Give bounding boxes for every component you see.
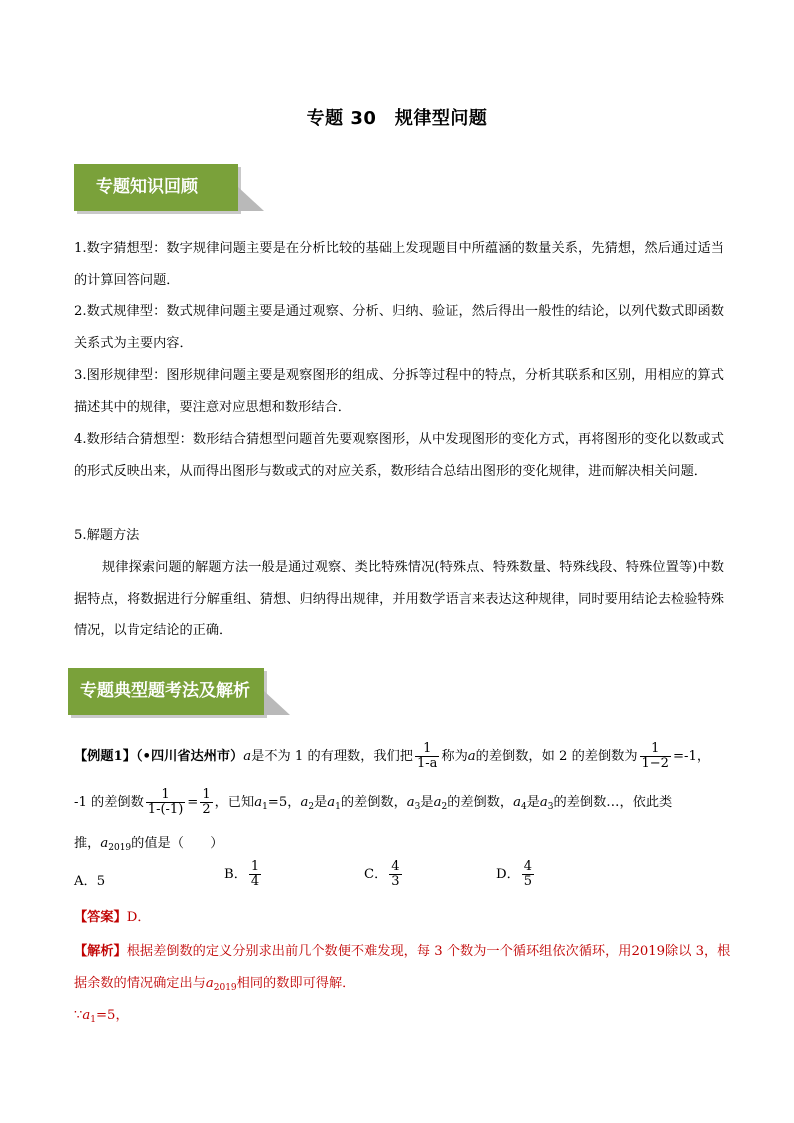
example-text: 的差倒数，如 2 的差倒数为 xyxy=(475,749,638,764)
option-b: B． $\frac{1}{4}$ xyxy=(224,859,260,889)
example-text: = xyxy=(187,795,199,810)
var-a: a xyxy=(467,749,476,764)
example-text: ，已知 xyxy=(214,795,255,810)
fraction: $\frac{1}{1-a}$ xyxy=(417,741,438,771)
example-source: （•四川省达州市） xyxy=(135,749,244,764)
page-title: 专题 30 规律型问题 xyxy=(306,108,488,129)
answer-value: D． xyxy=(126,910,151,925)
answer-line xyxy=(74,906,151,925)
fraction: $\frac{1}{4}$ xyxy=(250,859,260,889)
example-text: 是不为 1 的有理数，我们把 xyxy=(251,749,413,764)
point-5-heading: 5.解题方法 xyxy=(74,528,140,543)
example-line-2: -1 的差倒数 $\frac{1}{1-(-1)}$ = $\frac{1}{2}$ ，已知$a_1=5$，$a_2$是$a_1$的差倒数，$a_3$是$a_2$的差倒数，$a_4$是$a_3$的差倒数…，依此类 xyxy=(74,787,673,817)
fraction: $\frac{1}{2}$ xyxy=(202,787,211,817)
option-a: A．5 xyxy=(74,874,106,889)
fraction: $\frac{4}{3}$ xyxy=(391,859,400,889)
section-banner-examples xyxy=(68,668,290,720)
section-banner-review-label: 专题知识回顾 xyxy=(74,164,238,211)
example-text: =-1， xyxy=(672,749,711,764)
option-c: C． $\frac{4}{3}$ xyxy=(364,859,400,889)
point-5-body: 规律探索问题的解题方法一般是通过观察、类比特殊情况(特殊点、特殊数量、特殊线段、特殊位置等)中数据特点，将数据进行分解重组、猜想、归纳得出规律，并用数学语言来表达这种规律，同时要用结论去检验特殊情况，以肯定结论的正确． xyxy=(74,560,724,639)
example-text: -1 的差倒数 xyxy=(74,795,144,810)
point-4: 4.数形结合猜想型：数形结合猜想型问题首先要观察图形，从中发现图形的变化方式，再将图形的变化以数或式的形式反映出来，从而得出图形与数或式的对应关系，数形结合总结出图形的变化规律，进而解决相关问题． xyxy=(74,432,724,479)
example-line-3: 推，$a_{2019}$的值是（ ） xyxy=(74,836,224,853)
answer-tag: 【答案】 xyxy=(74,910,127,925)
fraction: $\frac{1}{1-(-1)}$ xyxy=(147,787,184,817)
analysis-line-3: $\because a_1=5$， xyxy=(74,1008,129,1025)
analysis-line-2: 据余数的情况确定出与$a_{2019}$相同的数即可得解． xyxy=(74,976,356,993)
example-line-1 xyxy=(74,742,710,771)
analysis-line-1: 【解析】根据差倒数的定义分别求出前几个数便不难发现，每 3 个数为一个循环组依次循环，用2019除以 3，根 xyxy=(74,944,731,959)
point-2: 2.数式规律型：数式规律问题主要是通过观察、分析、归纳、验证，然后得出一般性的结论，以列代数式即函数关系式为主要内容． xyxy=(74,304,724,351)
banner-corner-decoration xyxy=(264,691,290,715)
fraction: $\frac{1}{1-2}$ xyxy=(641,741,669,771)
example-tag: 【例题1】 xyxy=(74,749,136,764)
section-banner-review xyxy=(74,164,264,216)
fraction: $\frac{4}{5}$ xyxy=(523,859,533,889)
option-d: D． $\frac{4}{5}$ xyxy=(496,859,533,889)
analysis-tag: 【解析】 xyxy=(74,944,127,959)
point-3: 3.图形规律型：图形规律问题主要是观察图形的组成、分拆等过程中的特点，分析其联系和区别，用相应的算式描述其中的规律，要注意对应思想和数形结合． xyxy=(74,368,724,415)
example-text: 称为 xyxy=(441,749,468,764)
point-1: 1.数字猜想型：数字规律问题主要是在分析比较的基础上发现题目中所蕴涵的数量关系，先猜想，然后通过适当的计算回答问题． xyxy=(74,241,724,288)
banner-corner-decoration xyxy=(238,187,264,211)
var-a: a xyxy=(243,749,252,764)
section-banner-examples-label: 专题典型题考法及解析 xyxy=(68,668,264,715)
